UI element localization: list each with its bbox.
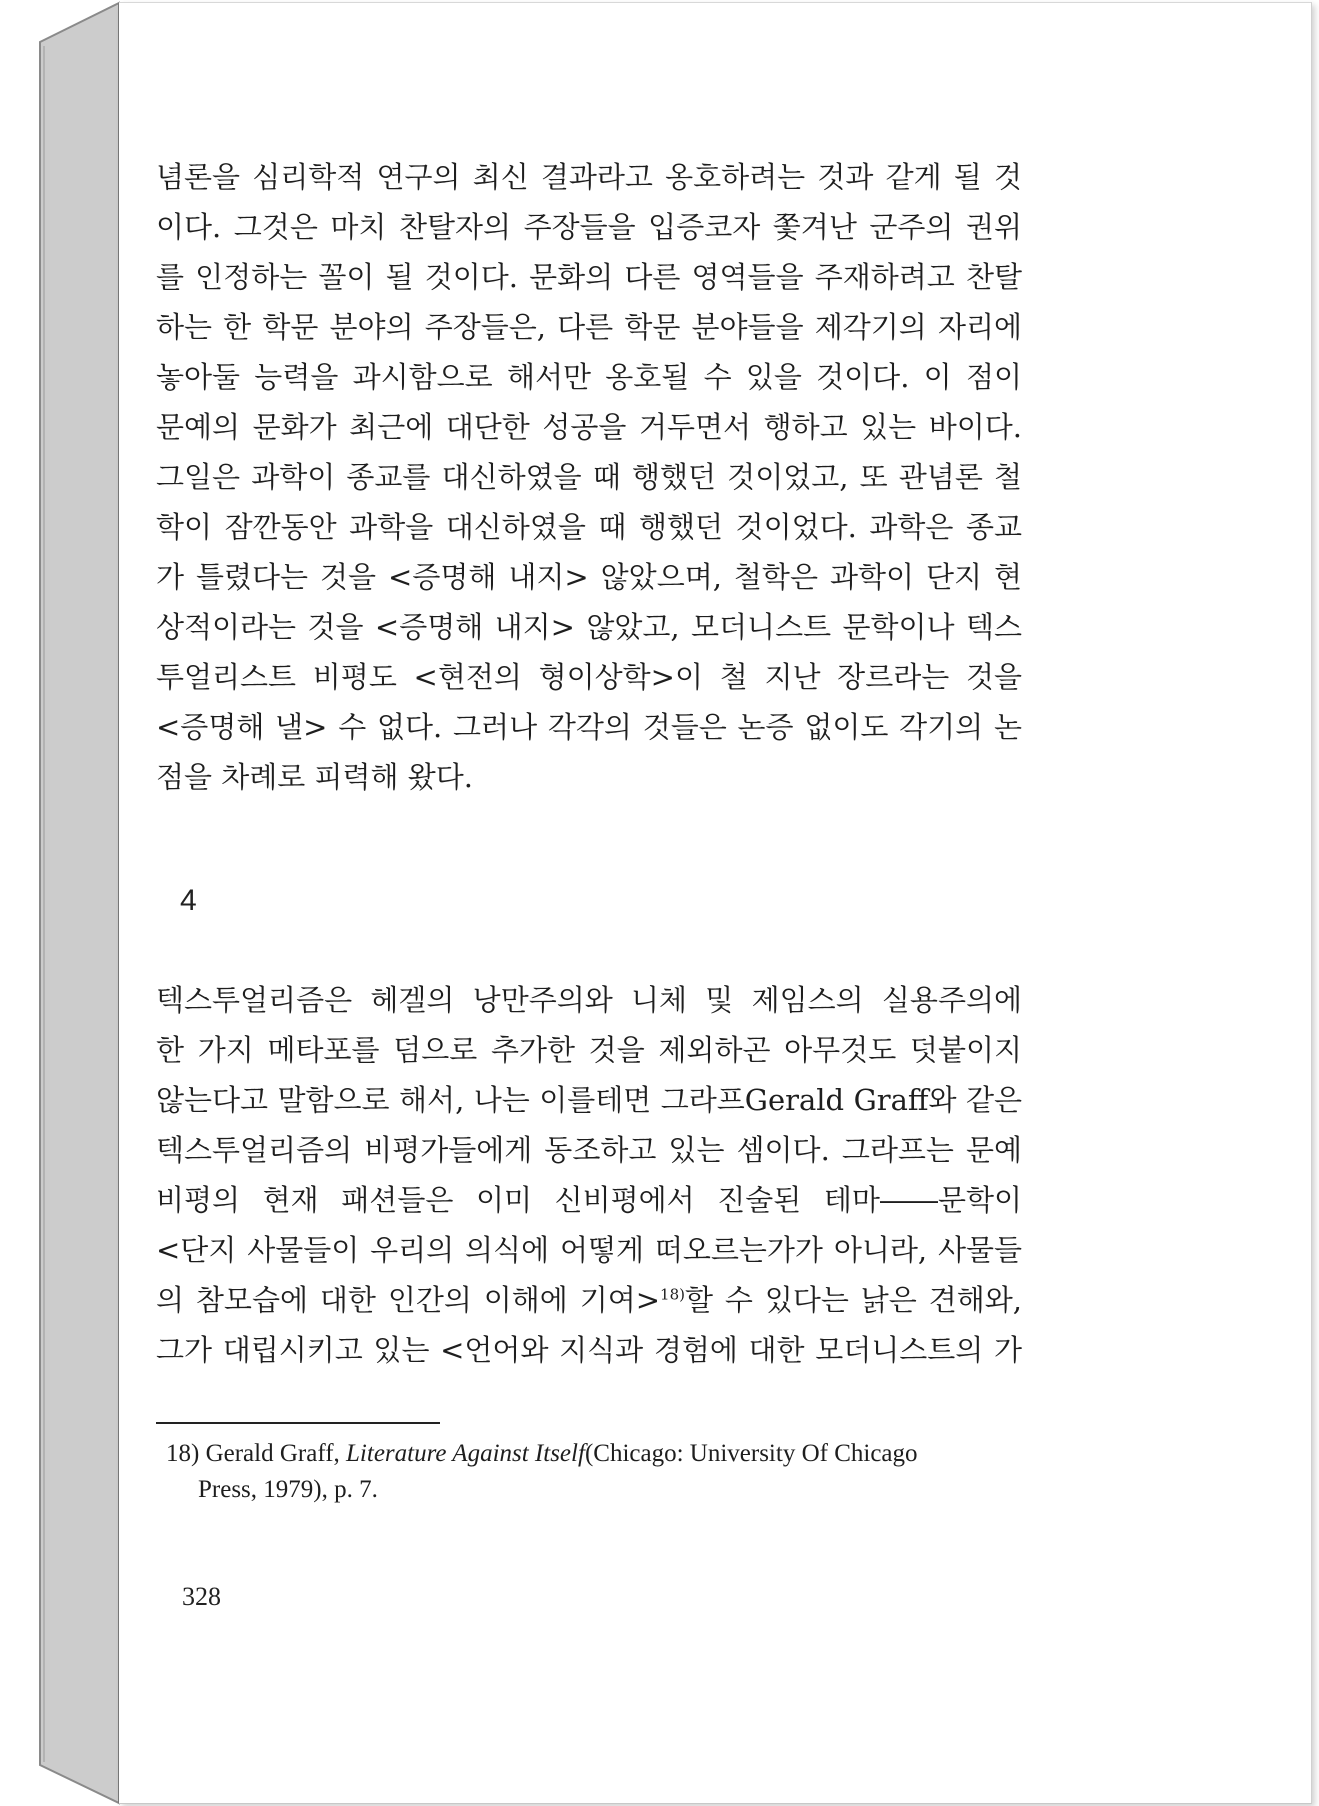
- body-paragraph-continued: [156, 152, 1022, 802]
- body-line-with-footnote-ref: [156, 1275, 1022, 1325]
- footnote-number: 18): [166, 1440, 200, 1467]
- body-line: <단지 사물들이 우리의 의식에 어떻게 떠오르는가가 아니라, 사물들: [156, 1233, 1022, 1267]
- body-line: 그일은 과학이 종교를 대신하였을 때 행했던 것이었고, 또 관념론 철: [156, 460, 1022, 494]
- body-line: 않는다고 말함으로 해서, 나는 이를테면 그라프Gerald Graff와 같은: [156, 1083, 1022, 1117]
- section-number: 4: [180, 884, 197, 917]
- page-number: 328: [182, 1582, 221, 1611]
- footnote-divider: [156, 1422, 440, 1424]
- footnote-publication: (Chicago: University Of Chicago: [584, 1440, 918, 1467]
- footnote-title: Literature Against Itself: [346, 1440, 585, 1467]
- body-line: 텍스투얼리즘은 헤겔의 낭만주의와 니체 및 제임스의 실용주의에: [156, 983, 1022, 1017]
- body-line: 문예의 문화가 최근에 대단한 성공을 거두면서 행하고 있는 바이다.: [156, 410, 1022, 444]
- body-line: 한 가지 메타포를 덤으로 추가한 것을 제외하곤 아무것도 덧붙이지: [156, 1033, 1022, 1067]
- body-line: 텍스투얼리즘의 비평가들에게 동조하고 있는 셈이다. 그라프는 문예: [156, 1133, 1022, 1167]
- footnote-author: Gerald Graff,: [205, 1440, 340, 1467]
- body-line: 투얼리스트 비평도 <현전의 형이상학>이 철 지난 장르라는 것을: [156, 660, 1022, 694]
- body-line: 를 인정하는 꼴이 될 것이다. 문화의 다른 영역들을 주재하려고 찬탈: [156, 260, 1022, 294]
- footnote-line: Press, 1979), p. 7.: [198, 1476, 378, 1503]
- body-line: 놓아둘 능력을 과시함으로 해서만 옹호될 수 있을 것이다. 이 점이: [156, 360, 1022, 394]
- footnote-line: [166, 1436, 1022, 1472]
- body-line-part: 할 수 있다는 낡은 견해와,: [685, 1283, 1022, 1317]
- body-line: 학이 잠깐동안 과학을 대신하였을 때 행했던 것이었다. 과학은 종교: [156, 510, 1022, 544]
- body-line: 가 틀렸다는 것을 <증명해 내지> 않았으며, 철학은 과학이 단지 현: [156, 560, 1022, 594]
- body-paragraph-section-4: [156, 975, 1022, 1375]
- footnote: [166, 1436, 1022, 1508]
- body-line: 하는 한 학문 분야의 주장들은, 다른 학문 분야들을 제각기의 자리에: [156, 310, 1022, 344]
- body-line: 이다. 그것은 마치 찬탈자의 주장들을 입증코자 쫓겨난 군주의 권위: [156, 210, 1022, 244]
- body-line: 그가 대립시키고 있는 <언어와 지식과 경험에 대한 모더니스트의 가: [156, 1333, 1022, 1367]
- body-line: 념론을 심리학적 연구의 최신 결과라고 옹호하려는 것과 같게 될 것: [156, 160, 1022, 194]
- body-line-part: 의 참모습에 대한 인간의 이해에 기여>: [156, 1283, 661, 1317]
- body-line: 점을 차례로 피력해 왔다.: [156, 760, 474, 794]
- body-line: 비평의 현재 패션들은 이미 신비평에서 진술된 테마――문학이: [156, 1183, 1022, 1217]
- body-line: <증명해 낼> 수 없다. 그러나 각각의 것들은 논증 없이도 각기의 논: [156, 710, 1022, 744]
- body-line: 상적이라는 것을 <증명해 내지> 않았고, 모더니스트 문학이나 텍스: [156, 610, 1022, 644]
- footnote-reference: 18): [660, 1285, 685, 1304]
